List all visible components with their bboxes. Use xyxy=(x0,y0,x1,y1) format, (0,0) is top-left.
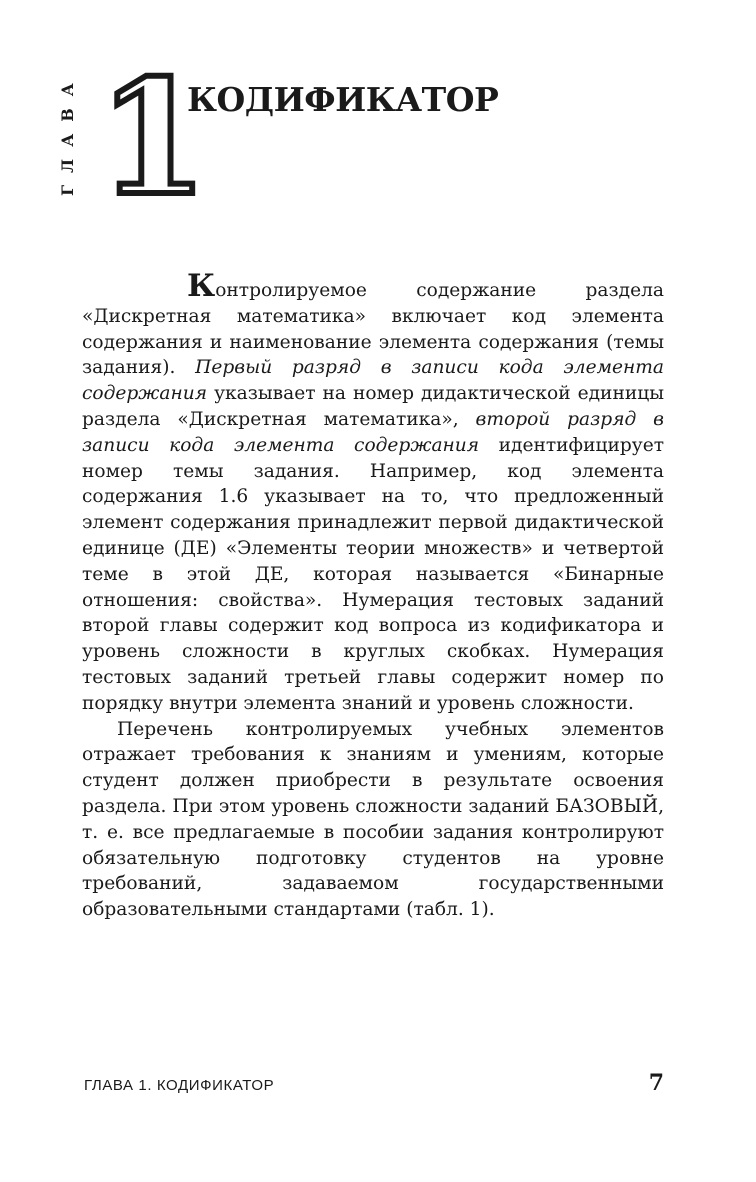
paragraph-intro-text-2: указывает на номер дидактической единицы раздела «Дискретная математика», xyxy=(82,383,664,430)
italic-second-digit: второй разряд в записи кода элемента содержания xyxy=(82,408,664,456)
chapter-title: КОДИФИКАТОР xyxy=(187,80,499,119)
drop-cap: К xyxy=(187,268,216,304)
paragraph-requirements: Перечень контролируемых учебных элементов отражает требования к знаниям и умениям, которые студент должен приобрести в результате освоения раздела. При этом уровень сложности заданий БАЗОВЫЙ, т. е. все предлагаемые в пособии задания контролируют обязательную подготовку студентов на уровне требований, задаваемом государственными образовательными стандартами (табл. 1). xyxy=(82,718,664,921)
italic-first-digit: Первый разряд в записи кода элемента содержания xyxy=(82,357,664,405)
chapter-label-vertical: ГЛАВА xyxy=(58,71,77,196)
paragraph-intro-text-1: онтролируемое содержание раздела «Дискретная математика» включает код элемента содержания и наименование элемента содержания (темы задания). xyxy=(82,280,664,379)
body-text xyxy=(82,268,664,923)
chapter-number: 1 xyxy=(98,46,208,231)
page-number: 7 xyxy=(648,1070,664,1096)
paragraph-intro xyxy=(82,268,664,717)
running-footer-title: ГЛАВА 1. КОДИФИКАТОР xyxy=(84,1077,275,1094)
paragraph-intro-text-3: идентифицирует номер темы задания. Например, код элемента содержания 1.6 указывает на то, что предложенный элемент содержания принадлежит первой дидактической единице (ДЕ) «Элементы теории множеств» и четвертой теме в этой ДЕ, которая называется «Бинарные отношения: свойства». Нумерация тестовых заданий второй главы содержит код вопроса из кодификатора и уровень сложности в круглых скобках. Нумерация тестовых заданий третьей главы содержит номер по порядку внутри элемента знаний и уровень сложности. xyxy=(82,434,664,714)
